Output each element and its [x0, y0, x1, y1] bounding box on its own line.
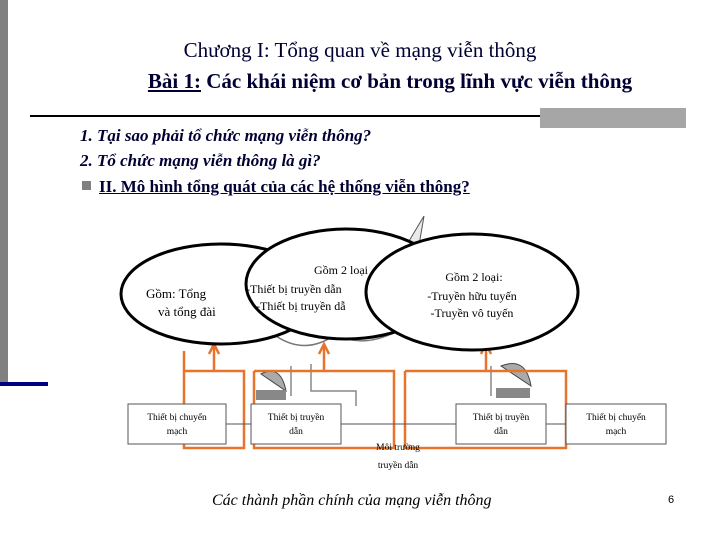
box2-line2: dẫn [289, 427, 303, 437]
medium-line2: truyền dẫn [377, 461, 419, 471]
medium-line1: Môi trường [376, 443, 420, 453]
box2-line1: Thiết bị truyền [267, 413, 325, 423]
box4-line2: mạch [605, 427, 627, 437]
item-2: 2. Tổ chức mạng viễn thông là gì? [80, 151, 321, 170]
antenna-left-icon [256, 371, 286, 400]
box-switch-2 [566, 404, 666, 444]
box-switch-1 [128, 404, 226, 444]
slide-title-chapter: Chương I: Tổng quan về mạng viễn thông [183, 38, 537, 62]
title-divider-block [540, 108, 686, 128]
lesson-title: Các khái niệm cơ bản trong lĩnh vực viễn thông [201, 69, 633, 93]
bubble-right-line3: -Truyền vô tuyến [430, 306, 514, 320]
item-1: 1. Tại sao phải tổ chức mạng viễn thông? [80, 126, 372, 145]
box1-line2: mạch [166, 427, 188, 437]
network-figure [106, 216, 678, 516]
lesson-label: Bài 1: [147, 69, 201, 93]
bubble-left-line2: và tổng đài [158, 304, 216, 319]
box-transmission-1 [251, 404, 341, 444]
page-number: 6 [668, 494, 675, 506]
figure-caption: Các thành phần chính của mạng viễn thông [212, 492, 492, 509]
box1-line1: Thiết bị chuyển [147, 413, 207, 423]
bubble-right-line1: Gồm 2 loại: [445, 270, 503, 284]
bubble-mid-line2: -Thiết bị truyền dẫn [246, 282, 342, 296]
bubble-right-line2: -Truyền hữu tuyến [427, 289, 517, 303]
box4-line1: Thiết bị chuyển [586, 413, 646, 423]
bubble-mid-line1: Gồm 2 loại [314, 263, 368, 277]
box3-line2: dẫn [494, 427, 508, 437]
slide-title-lesson [60, 69, 720, 94]
left-bar-end [0, 382, 48, 386]
item-3 [82, 177, 470, 197]
item-3-text: II. Mô hình tổng quát của các hệ thống viễn thông? [99, 177, 470, 196]
bullet-square-icon [82, 181, 91, 190]
title-divider [30, 115, 540, 117]
antenna-right-icon [496, 364, 531, 399]
network-diagram [106, 216, 678, 516]
bubble-left-line1: Gồm: Tổng [146, 286, 207, 301]
bubble-medium [366, 234, 578, 350]
bubble-mid-line3: -Thiết bị truyền dẫ [256, 299, 346, 313]
box-transmission-2 [456, 404, 546, 444]
box3-line1: Thiết bị truyền [472, 413, 530, 423]
